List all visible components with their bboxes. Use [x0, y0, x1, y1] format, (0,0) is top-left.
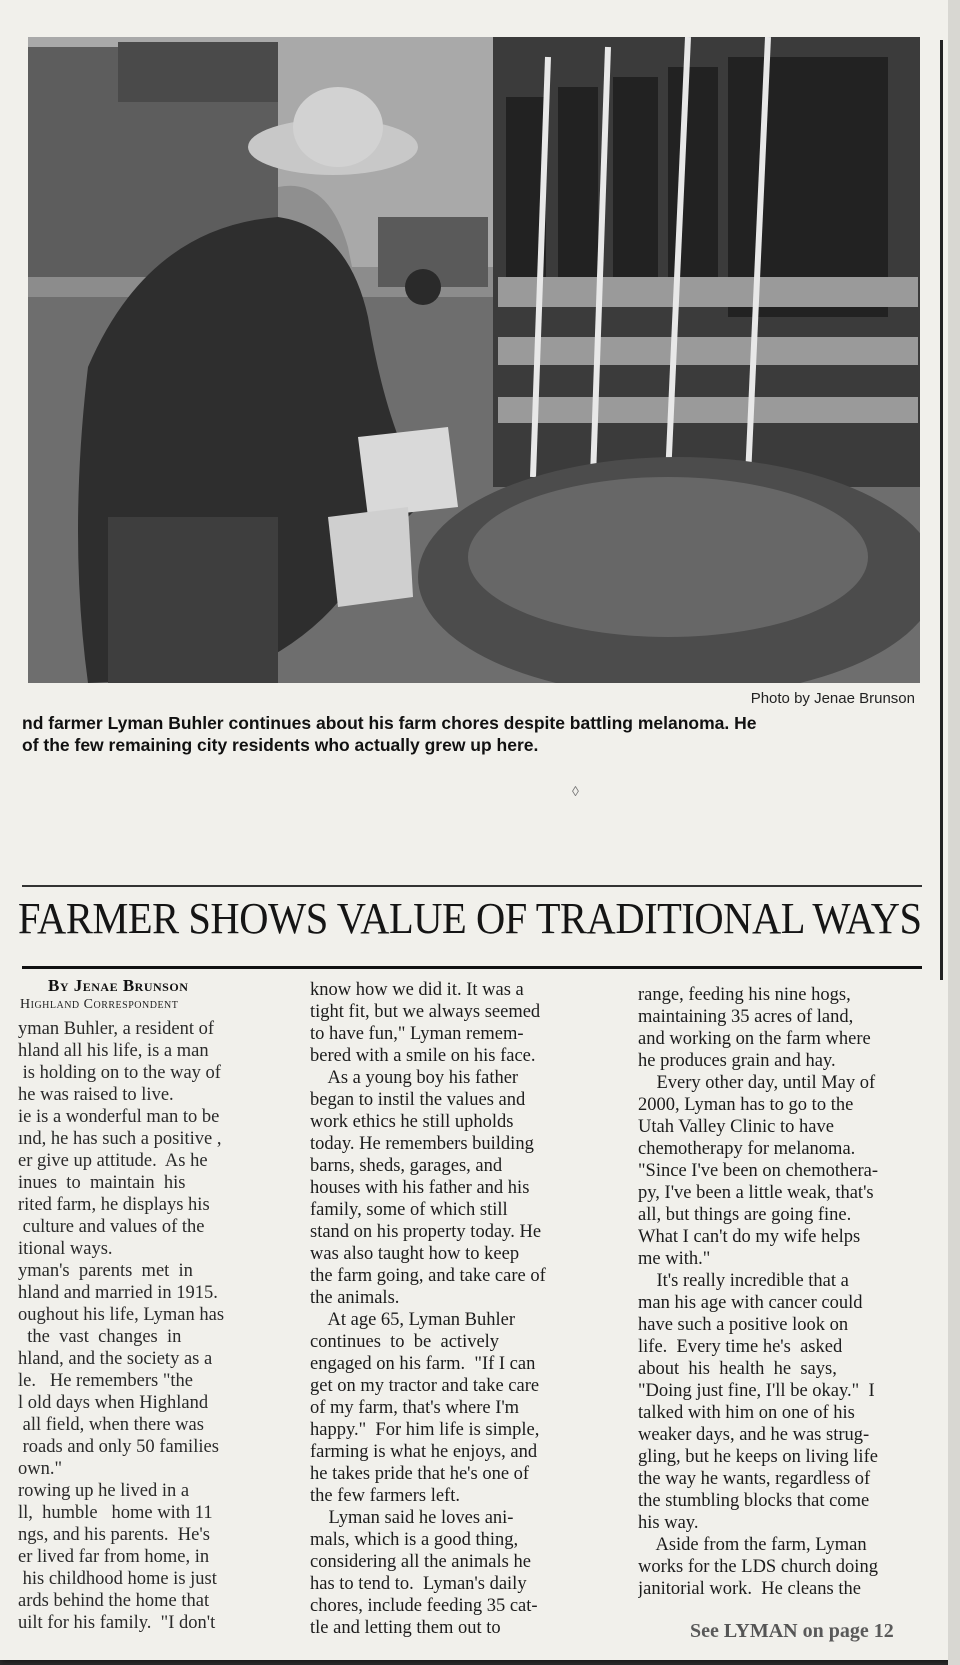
article-line: As a young boy his father — [310, 1068, 519, 1088]
article-line: roads and only 50 families — [18, 1437, 219, 1457]
article-line: yman Buhler, a resident of — [18, 1019, 215, 1039]
article-line: py, I've been a little weak, that's — [638, 1183, 874, 1203]
continuation-prefix: See — [690, 1620, 724, 1642]
article-line: hland all his life, is a man — [18, 1041, 209, 1061]
article-line: he produces grain and hay. — [638, 1051, 836, 1071]
article-line: own." — [18, 1459, 63, 1479]
continuation-name: LYMAN — [723, 1620, 798, 1642]
article-line: considering all the animals he — [310, 1552, 531, 1572]
article-line: itional ways. — [18, 1239, 113, 1259]
article-headline: FARMER SHOWS VALUE OF TRADITIONAL WAYS — [18, 894, 922, 943]
article-line: rowing up he lived in a — [18, 1481, 190, 1501]
column-border — [940, 40, 943, 980]
article-line: all, but things are going fine. — [638, 1205, 852, 1225]
article-line: was also taught how to keep — [310, 1244, 520, 1264]
article-line: continues to be actively — [310, 1332, 500, 1352]
article-line: hland and married in 1915. — [18, 1283, 218, 1303]
article-line: Aside from the farm, Lyman — [638, 1535, 867, 1555]
article-line: oughout his life, Lyman has — [18, 1305, 225, 1325]
article-line: houses with his father and his — [310, 1178, 530, 1198]
article-line: le. He remembers "the — [18, 1371, 194, 1391]
article-line: hland, and the society as a — [18, 1349, 213, 1369]
continuation-suffix: on page 12 — [797, 1620, 894, 1642]
article-line: engaged on his farm. "If I can — [310, 1354, 536, 1374]
article-line: culture and values of the — [18, 1217, 205, 1237]
article-line: is holding on to the way of — [18, 1063, 221, 1083]
article-line: of my farm, that's where I'm — [310, 1398, 520, 1418]
page-edge-strip — [948, 0, 960, 1665]
article-line: get on my tractor and take care — [310, 1376, 540, 1396]
byline: By Jenae Brunson — [48, 976, 189, 995]
article-line: ll, humble home with 11 — [18, 1503, 213, 1523]
article-line: er give up attitude. As he — [18, 1151, 208, 1171]
article-line: chemotherapy for melanoma. — [638, 1139, 856, 1159]
continuation-note — [690, 1620, 894, 1643]
article-line: and working on the farm where — [638, 1029, 871, 1049]
article-column-3 — [638, 984, 940, 1600]
article-line: work ethics he still upholds — [310, 1112, 514, 1132]
article-column-1 — [18, 1018, 286, 1634]
article-line: Lyman said he loves ani- — [310, 1508, 514, 1528]
article-line: yman's parents met in — [18, 1261, 193, 1281]
article-line: ards behind the home that — [18, 1591, 210, 1611]
article-line: the vast changes in — [18, 1327, 182, 1347]
article-line: l old days when Highland — [18, 1393, 209, 1413]
article-line: family, some of which still — [310, 1200, 508, 1220]
article-line: "Since I've been on chemothera- — [638, 1161, 878, 1181]
article-line: have such a positive look on — [638, 1315, 849, 1335]
article-line: ngs, and his parents. He's — [18, 1525, 210, 1545]
article-line: his way. — [638, 1513, 699, 1533]
article-line: gling, but he keeps on living life — [638, 1447, 878, 1467]
article-line: the way he wants, regardless of — [638, 1469, 871, 1489]
article-line: Utah Valley Clinic to have — [638, 1117, 834, 1137]
article-line: the stumbling blocks that come — [638, 1491, 870, 1511]
article-line: maintaining 35 acres of land, — [638, 1007, 854, 1027]
photo-illustration — [28, 37, 920, 683]
article-line: bered with a smile on his face. — [310, 1046, 536, 1066]
article-line: ınd, he has such a positive , — [18, 1129, 222, 1149]
article-line: began to instil the values and — [310, 1090, 526, 1110]
article-line: all field, when there was — [18, 1415, 204, 1435]
article-line: mals, which is a good thing, — [310, 1530, 519, 1550]
farmer-photo — [28, 37, 920, 683]
headline-rule-top — [22, 885, 922, 887]
article-line: his childhood home is just — [18, 1569, 217, 1589]
article-line: know how we did it. It was a — [310, 980, 524, 1000]
article-column-2 — [310, 979, 616, 1639]
article-line: has to tend to. Lyman's daily — [310, 1574, 527, 1594]
article-line: janitorial work. He cleans the — [638, 1579, 861, 1599]
article-line: stand on his property today. He — [310, 1222, 542, 1242]
article-line: farming is what he enjoys, and — [310, 1442, 538, 1462]
article-line: tle and letting them out to — [310, 1618, 501, 1638]
article-line: weaker days, and he was strug- — [638, 1425, 870, 1445]
article-line: ie is a wonderful man to be — [18, 1107, 220, 1127]
article-line: today. He remembers building — [310, 1134, 534, 1154]
article-line: inues to maintain his — [18, 1173, 186, 1193]
article-line: tight fit, but we always seemed — [310, 1002, 541, 1022]
correspondent-title: Highland Correspondent — [20, 997, 179, 1012]
article-line: talked with him on one of his — [638, 1403, 855, 1423]
article-line: uilt for his family. "I don't — [18, 1613, 216, 1633]
article-line: works for the LDS church doing — [638, 1557, 878, 1577]
article-line: he was raised to live. — [18, 1085, 174, 1105]
photo-credit: Photo by Jenae Brunson — [750, 690, 915, 707]
article-line: "Doing just fine, I'll be okay." I — [638, 1381, 875, 1401]
caption-line: nd farmer Lyman Buhler continues about his farm chores despite battling melanoma. He — [22, 713, 757, 733]
speck-mark: ◊ — [572, 785, 579, 800]
article-line: the farm going, and take care of — [310, 1266, 546, 1286]
article-line: Every other day, until May of — [638, 1073, 876, 1093]
article-line: barns, sheds, garages, and — [310, 1156, 503, 1176]
article-line: rited farm, he displays his — [18, 1195, 210, 1215]
article-line: er lived far from home, in — [18, 1547, 210, 1567]
article-line: happy." For him life is simple, — [310, 1420, 540, 1440]
article-line: man his age with cancer could — [638, 1293, 863, 1313]
article-line: to have fun," Lyman remem- — [310, 1024, 524, 1044]
caption-line: of the few remaining city residents who actually grew up here. — [22, 735, 539, 755]
headline-rule-bottom — [22, 966, 922, 969]
article-line: 2000, Lyman has to go to the — [638, 1095, 854, 1115]
article-line: about his health he says, — [638, 1359, 837, 1379]
article-line: me with." — [638, 1249, 711, 1269]
article-line: At age 65, Lyman Buhler — [310, 1310, 516, 1330]
article-line: What I can't do my wife helps — [638, 1227, 861, 1247]
article-line: It's really incredible that a — [638, 1271, 849, 1291]
article-line: he takes pride that he's one of — [310, 1464, 530, 1484]
article-line: the few farmers left. — [310, 1486, 460, 1506]
photo-caption — [22, 712, 922, 756]
article-line: life. Every time he's asked — [638, 1337, 843, 1357]
article-line: the animals. — [310, 1288, 400, 1308]
article-line: range, feeding his nine hogs, — [638, 985, 851, 1005]
article-line: chores, include feeding 35 cat- — [310, 1596, 538, 1616]
